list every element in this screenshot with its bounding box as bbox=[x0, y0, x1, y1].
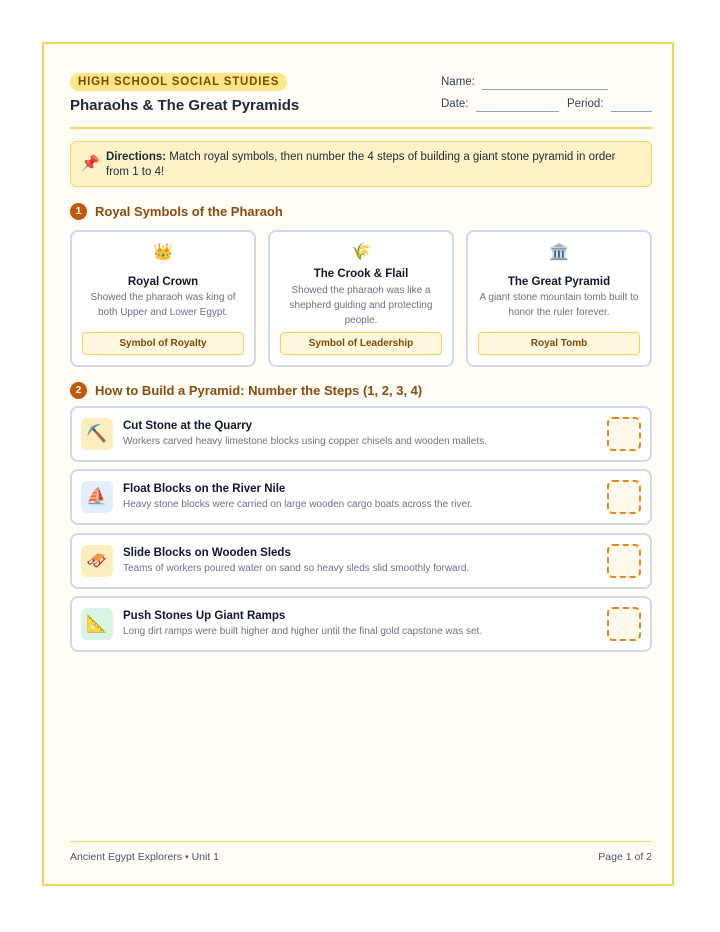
step-number-box[interactable] bbox=[607, 480, 641, 514]
name-field[interactable] bbox=[482, 89, 608, 90]
monument-icon: 🏛️ bbox=[549, 244, 569, 261]
crook-flail-icon: 🌾 bbox=[351, 244, 371, 261]
symbol-card-crook-flail bbox=[268, 230, 454, 367]
footer-left: Ancient Egypt Explorers • Unit 1 bbox=[70, 851, 219, 863]
symbol-card-crown bbox=[70, 230, 256, 367]
sled-icon: 🛷 bbox=[81, 545, 113, 577]
step-description: Heavy stone blocks were carried on large wooden cargo boats across the river. bbox=[123, 499, 473, 510]
period-field[interactable] bbox=[611, 111, 652, 112]
step-title: Push Stones Up Giant Ramps bbox=[123, 610, 286, 622]
section-1-title: Royal Symbols of the Pharaoh bbox=[95, 204, 283, 219]
card-description: Showed the pharaoh was like a shepherd guiding and protecting people. bbox=[289, 285, 433, 326]
card-tag[interactable]: Symbol of Leadership bbox=[280, 332, 442, 355]
step-title: Float Blocks on the River Nile bbox=[123, 483, 286, 495]
step-description: Workers carved heavy limestone blocks using copper chisels and wooden mallets. bbox=[123, 436, 487, 447]
ramp-icon: 📐 bbox=[81, 608, 113, 640]
step-description: Teams of workers poured water on sand so heavy sleds slid smoothly forward. bbox=[123, 563, 470, 574]
symbol-card-pyramid bbox=[466, 230, 652, 367]
card-description: Showed the pharaoh was king of both Upper and Lower Egypt. bbox=[90, 292, 236, 318]
card-title: The Crook & Flail bbox=[313, 268, 409, 280]
sailboat-icon: ⛵ bbox=[81, 481, 113, 513]
step-description: Long dirt ramps were built higher and higher until the final gold capstone was set. bbox=[123, 626, 483, 637]
card-tag[interactable]: Royal Tomb bbox=[478, 332, 640, 355]
section-2-title: How to Build a Pyramid: Number the Steps (1, 2, 3, 4) bbox=[95, 383, 423, 398]
step-card-quarry bbox=[70, 406, 652, 462]
page-title: Pharaohs & The Great Pyramids bbox=[70, 97, 300, 114]
crown-icon: 👑 bbox=[153, 244, 173, 261]
worksheet-page bbox=[42, 42, 674, 886]
section-2-number: 2 bbox=[70, 382, 87, 399]
card-title: The Great Pyramid bbox=[507, 276, 611, 288]
step-title: Cut Stone at the Quarry bbox=[123, 420, 253, 432]
directions-box bbox=[70, 141, 652, 187]
footer-page-number: Page 1 of 2 bbox=[598, 851, 652, 863]
header-divider bbox=[70, 127, 652, 129]
step-card-sleds bbox=[70, 533, 652, 589]
footer-divider bbox=[70, 841, 652, 842]
name-label: Name: bbox=[441, 76, 475, 88]
subject-badge: HIGH SCHOOL SOCIAL STUDIES bbox=[70, 73, 287, 91]
card-title: Royal Crown bbox=[127, 276, 199, 288]
date-field[interactable] bbox=[476, 111, 559, 112]
step-number-box[interactable] bbox=[607, 544, 641, 578]
step-card-river bbox=[70, 469, 652, 525]
worksheet-content bbox=[70, 44, 652, 884]
step-card-ramps bbox=[70, 596, 652, 652]
step-number-box[interactable] bbox=[607, 607, 641, 641]
period-label: Period: bbox=[567, 98, 604, 110]
section-1-number: 1 bbox=[70, 203, 87, 220]
directions-text bbox=[106, 150, 641, 180]
step-title: Slide Blocks on Wooden Sleds bbox=[123, 547, 291, 559]
directions-body: Match royal symbols, then number the 4 steps of building a giant stone pyramid in order from 1 to 4! bbox=[106, 151, 616, 178]
card-description: A giant stone mountain tomb built to honor the ruler forever. bbox=[479, 292, 639, 318]
date-label: Date: bbox=[441, 98, 469, 110]
pushpin-icon: 📌 bbox=[81, 155, 100, 172]
directions-lead: Directions: bbox=[106, 151, 167, 163]
step-number-box[interactable] bbox=[607, 417, 641, 451]
pickaxe-icon: ⛏️ bbox=[81, 418, 113, 450]
card-tag[interactable]: Symbol of Royalty bbox=[82, 332, 244, 355]
